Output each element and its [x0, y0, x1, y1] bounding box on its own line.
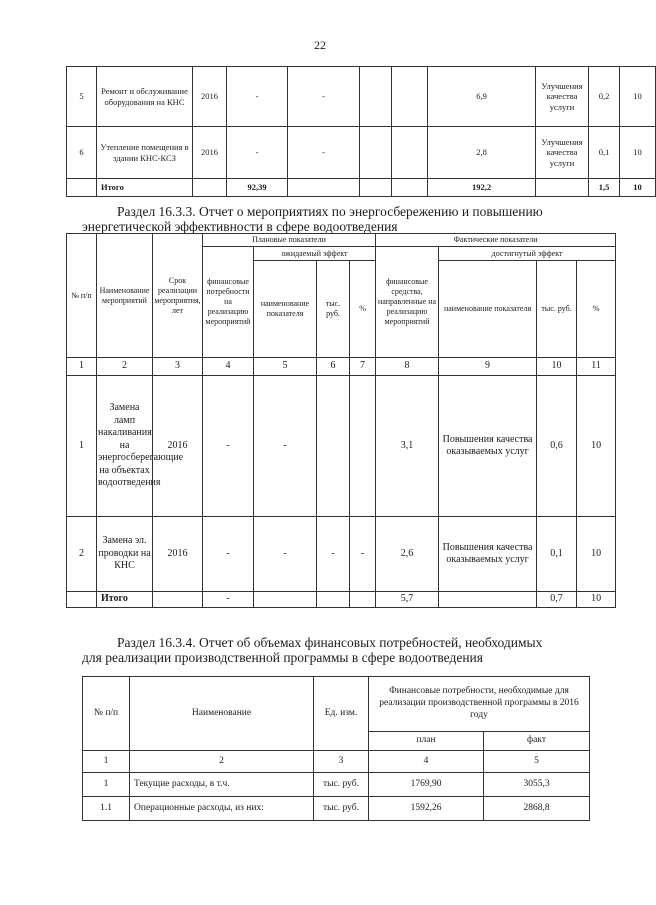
header-name: Наименование — [130, 677, 314, 751]
col-number: 3 — [314, 751, 369, 773]
page-number: 22 — [314, 38, 326, 52]
cell-fact-ind: Улучшения качества услуги — [536, 127, 589, 179]
header-fact: факт — [484, 732, 590, 751]
cell-num: 1 — [67, 376, 97, 517]
col-number: 11 — [577, 358, 616, 376]
cell-rub — [317, 376, 350, 517]
cell-empty — [536, 179, 589, 197]
col-number: 8 — [376, 358, 439, 376]
total-fact-rub: 0,7 — [537, 592, 577, 608]
total-label: Итого — [97, 592, 153, 608]
section-1634-title: Раздел 16.3.4. Отчет об объемах финансовых потребностей, необходимых — [117, 635, 543, 650]
cell-fact-fin: 6,9 — [428, 67, 536, 127]
cell-term: 2016 — [193, 127, 227, 179]
header-pct: % — [350, 261, 376, 358]
col-number: 5 — [254, 358, 317, 376]
cell-empty — [392, 127, 428, 179]
cell-empty — [254, 592, 317, 608]
cell-ind: - — [254, 517, 317, 592]
header-ach-name: наименование показателя — [439, 261, 537, 358]
cell-plan: 1769,90 — [369, 773, 484, 797]
total-fin: - — [203, 592, 254, 608]
col-number: 3 — [153, 358, 203, 376]
cell-fact-ind: Улучшения качества услуги — [536, 67, 589, 127]
cell-fin: - — [203, 376, 254, 517]
cell-name: Операционные расходы, из них: — [130, 797, 314, 821]
cell-name: Ремонт и обслуживание оборудования на КНС — [97, 67, 193, 127]
table-row — [67, 517, 616, 592]
cell-empty — [67, 179, 97, 197]
cell-name: Текущие расходы, в т.ч. — [130, 773, 314, 797]
total-fact-rub: 1,5 — [589, 179, 620, 197]
cell-empty — [193, 179, 227, 197]
section-1634-title-cont: для реализации производственной программы в сфере водоотведения — [82, 650, 483, 665]
cell-fact-fin: 3,1 — [376, 376, 439, 517]
header-ach-pct: % — [577, 261, 616, 358]
table-row — [67, 127, 656, 179]
cell-fact-fin: 2,8 — [428, 127, 536, 179]
cell-fact: 2868,8 — [484, 797, 590, 821]
cell-ind: - — [288, 67, 360, 127]
header-expected: ожидаемый эффект — [254, 247, 376, 261]
total-fact-pct: 10 — [577, 592, 616, 608]
cell-empty — [392, 179, 428, 197]
cell-fact-ind: Повышения качества оказываемых услуг — [439, 517, 537, 592]
cell-num: 6 — [67, 127, 97, 179]
cell-ind: - — [288, 127, 360, 179]
cell-num: 1 — [83, 773, 130, 797]
column-numbers-row — [83, 751, 590, 773]
column-numbers-row — [67, 358, 616, 376]
header-rub: тыс. руб. — [317, 261, 350, 358]
table-row — [67, 67, 656, 127]
cell-fin: - — [227, 127, 288, 179]
col-number: 2 — [130, 751, 314, 773]
col-number: 4 — [203, 358, 254, 376]
total-fact-pct: 10 — [620, 179, 656, 197]
table-row — [83, 773, 590, 797]
cell-term: 2016 — [153, 376, 203, 517]
cell-empty — [392, 67, 428, 127]
cell-name: Замена эл. проводки на КНС — [97, 517, 153, 592]
header-achieved: достигнутый эффект — [439, 247, 616, 261]
cell-fact-pct: 10 — [577, 376, 616, 517]
header-fin: Финансовые потребности, необходимые для реализации производственной программы в 2016 году — [369, 677, 590, 732]
cell-fact-pct: 10 — [620, 67, 656, 127]
total-row — [67, 592, 616, 608]
section-1633-title-cont: энергетической эффективности в сфере водоотведения — [82, 219, 398, 234]
cell-term: 2016 — [153, 517, 203, 592]
cell-empty — [439, 592, 537, 608]
col-number: 1 — [67, 358, 97, 376]
cell-empty — [360, 179, 392, 197]
cell-num: 1.1 — [83, 797, 130, 821]
cell-fact-rub: 0,1 — [589, 127, 620, 179]
cell-unit: тыс. руб. — [314, 797, 369, 821]
col-number: 2 — [97, 358, 153, 376]
cell-num: 2 — [67, 517, 97, 592]
col-number: 6 — [317, 358, 350, 376]
cell-name: Замена ламп накаливания на энергосберегающие на объектах водоотведения — [97, 376, 153, 517]
cell-empty — [288, 179, 360, 197]
col-number: 7 — [350, 358, 376, 376]
header-plan: план — [369, 732, 484, 751]
cell-fact-pct: 10 — [577, 517, 616, 592]
financial-needs-table — [82, 676, 590, 821]
header-fin-needs: финансовые потребности на реализацию мероприятий — [203, 247, 254, 358]
continuation-table — [66, 66, 656, 197]
cell-empty — [360, 67, 392, 127]
cell-term: 2016 — [193, 67, 227, 127]
header-fact: Фактические показатели — [376, 234, 616, 247]
header-row — [67, 234, 616, 247]
cell-fact-rub: 0,2 — [589, 67, 620, 127]
col-number: 4 — [369, 751, 484, 773]
cell-empty — [317, 592, 350, 608]
table-row — [83, 797, 590, 821]
total-row — [67, 179, 656, 197]
col-number: 9 — [439, 358, 537, 376]
header-term: Срок реализации мероприятия, лет — [153, 234, 203, 358]
cell-rub: - — [317, 517, 350, 592]
cell-unit: тыс. руб. — [314, 773, 369, 797]
cell-empty — [153, 592, 203, 608]
cell-plan: 1592,26 — [369, 797, 484, 821]
table-row — [67, 376, 616, 517]
header-row — [83, 677, 590, 732]
header-ind-name: наименование показателя — [254, 261, 317, 358]
cell-fin: - — [227, 67, 288, 127]
cell-fact-rub: 0,6 — [537, 376, 577, 517]
energy-saving-table — [66, 233, 616, 608]
header-num: № п/п — [83, 677, 130, 751]
header-name: Наименование мероприятий — [97, 234, 153, 358]
cell-pct: - — [350, 517, 376, 592]
header-ach-rub: тыс. руб. — [537, 261, 577, 358]
cell-ind: - — [254, 376, 317, 517]
cell-fact: 3055,3 — [484, 773, 590, 797]
cell-fact-ind: Повышения качества оказываемых услуг — [439, 376, 537, 517]
header-fin-spent: финансовые средства, направленные на реализацию мероприятий — [376, 247, 439, 358]
cell-name: Утепление помещения в здании КНС-КСЗ — [97, 127, 193, 179]
cell-fin: - — [203, 517, 254, 592]
cell-fact-pct: 10 — [620, 127, 656, 179]
cell-num: 5 — [67, 67, 97, 127]
col-number: 10 — [537, 358, 577, 376]
total-fact-fin: 5,7 — [376, 592, 439, 608]
total-fin: 92,39 — [227, 179, 288, 197]
header-unit: Ед. изм. — [314, 677, 369, 751]
total-label: Итого — [97, 179, 193, 197]
col-number: 1 — [83, 751, 130, 773]
cell-empty — [360, 127, 392, 179]
cell-empty — [67, 592, 97, 608]
cell-fact-fin: 2,6 — [376, 517, 439, 592]
cell-empty — [350, 592, 376, 608]
col-number: 5 — [484, 751, 590, 773]
header-num: № п/п — [67, 234, 97, 358]
section-1633-title: Раздел 16.3.3. Отчет о мероприятиях по энергосбережению и повышению — [117, 204, 543, 219]
cell-pct — [350, 376, 376, 517]
cell-fact-rub: 0,1 — [537, 517, 577, 592]
header-planned: Плановые показатели — [203, 234, 376, 247]
total-fact-fin: 192,2 — [428, 179, 536, 197]
